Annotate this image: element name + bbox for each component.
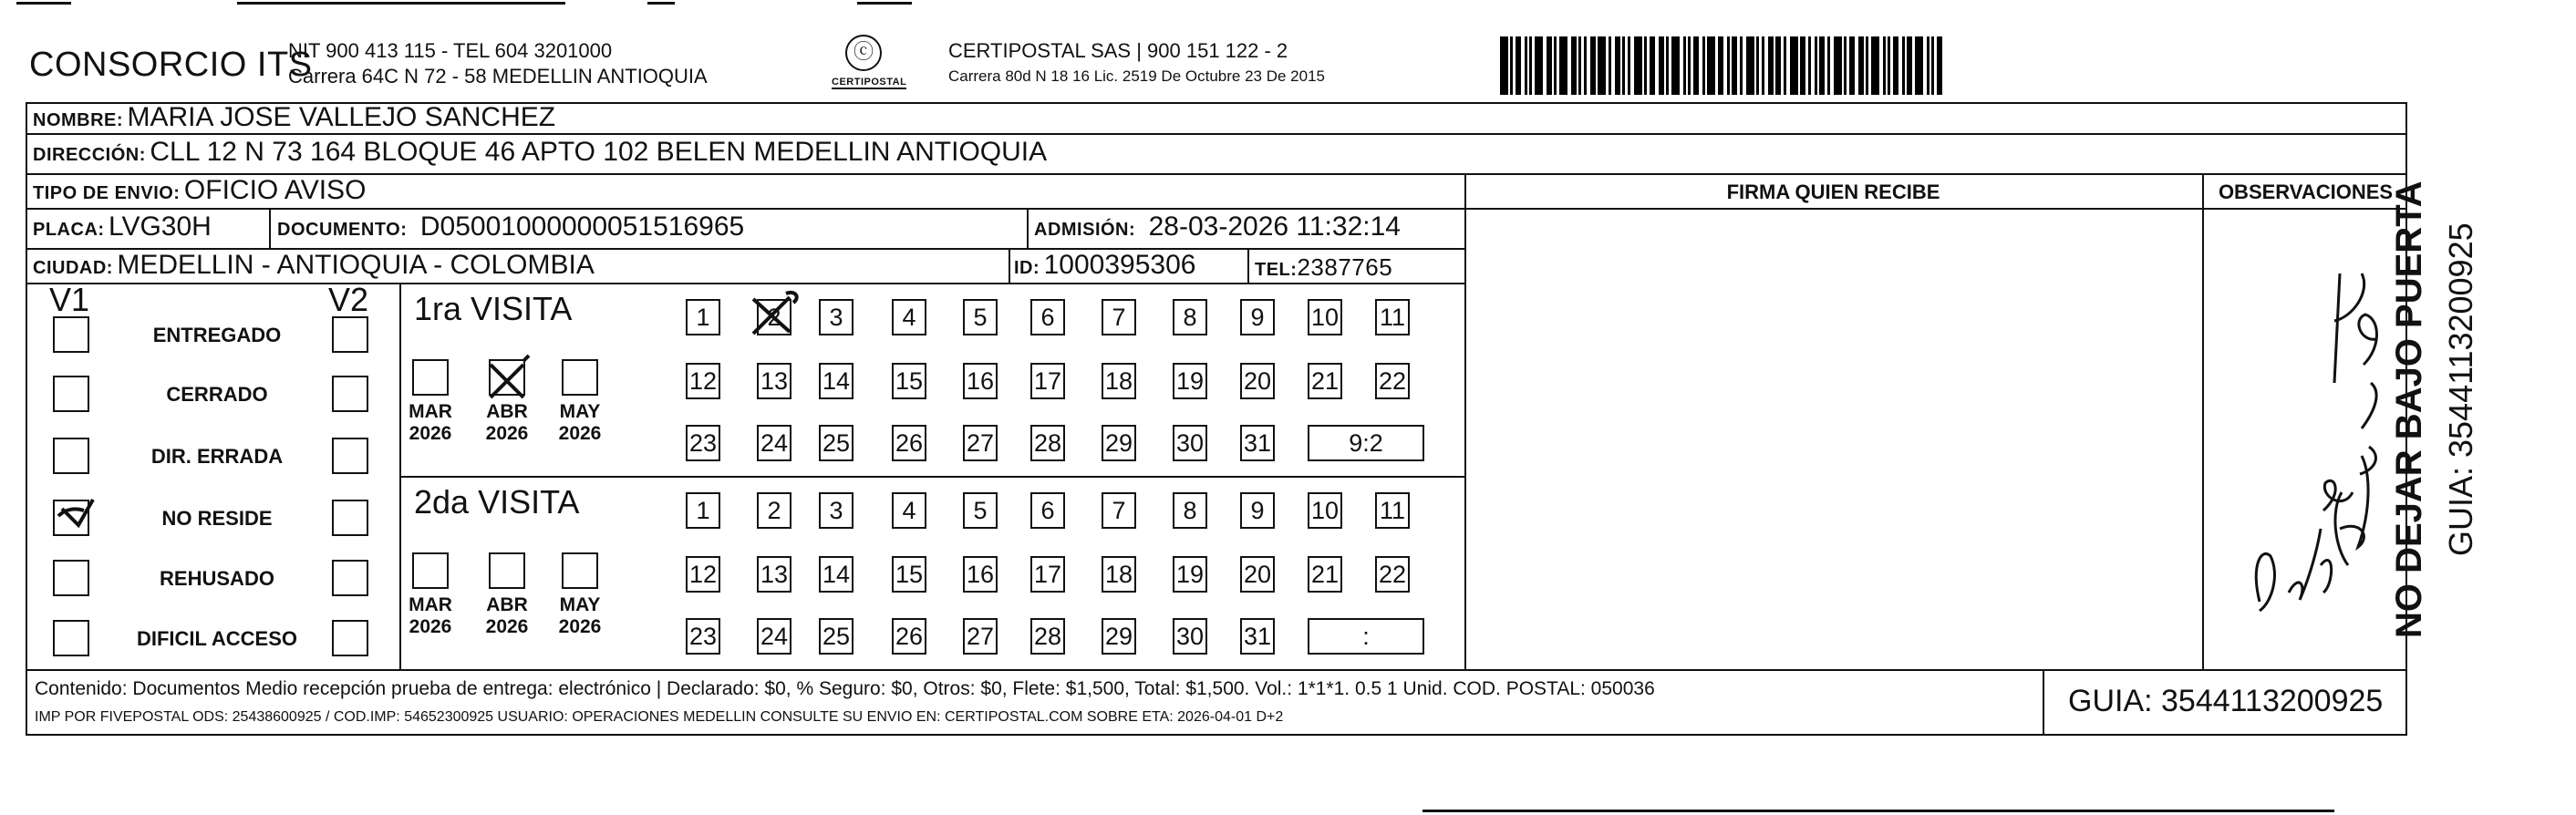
time-field[interactable]: 9:2 xyxy=(1308,425,1424,461)
logo-word: CERTIPOSTAL xyxy=(832,77,907,88)
day-box[interactable]: 20 xyxy=(1240,556,1275,593)
day-box[interactable]: 18 xyxy=(1102,556,1136,593)
month-year: 2026 xyxy=(558,616,602,637)
tel-label: TEL: xyxy=(1255,260,1298,280)
month-year: 2026 xyxy=(409,423,452,444)
status-label: CERRADO xyxy=(166,383,268,406)
month-year: 2026 xyxy=(485,616,529,637)
day-box[interactable]: 27 xyxy=(963,618,998,655)
month-name: ABR xyxy=(486,401,528,422)
day-box[interactable]: 17 xyxy=(1030,363,1065,399)
month-name: MAR xyxy=(409,401,452,422)
month-name: MAY xyxy=(559,594,601,615)
id-value: 1000395306 xyxy=(1043,250,1196,280)
day-box[interactable]: 12 xyxy=(686,556,720,593)
status-label: NO RESIDE xyxy=(161,507,273,530)
tipo-label: TIPO DE ENVIO: xyxy=(33,183,181,203)
day-box[interactable]: 30 xyxy=(1173,425,1207,461)
day-box[interactable]: 7 xyxy=(1102,492,1136,529)
day-box[interactable]: 30 xyxy=(1173,618,1207,655)
day-box[interactable]: 6 xyxy=(1030,299,1065,335)
day-box[interactable]: 20 xyxy=(1240,363,1275,399)
side-guia: GUIA: 3544113200925 xyxy=(2442,222,2479,556)
scan-edge-line xyxy=(1422,810,2334,812)
v1-header: V1 xyxy=(49,281,90,318)
day-box[interactable]: 29 xyxy=(1102,618,1136,655)
day-box[interactable]: 23 xyxy=(686,618,720,655)
visit-title: 1ra VISITA xyxy=(414,290,573,327)
day-box[interactable]: 25 xyxy=(819,618,853,655)
day-box[interactable]: 29 xyxy=(1102,425,1136,461)
day-box[interactable]: 3 xyxy=(819,492,853,529)
month-year: 2026 xyxy=(558,423,602,444)
day-box[interactable]: 18 xyxy=(1102,363,1136,399)
day-box[interactable]: 2 xyxy=(757,299,791,335)
admision-value: 28-03-2026 11:32:14 xyxy=(1148,211,1401,242)
day-box[interactable]: 15 xyxy=(892,556,926,593)
day-box[interactable]: 19 xyxy=(1173,556,1207,593)
day-box[interactable]: 26 xyxy=(892,425,926,461)
day-box[interactable]: 24 xyxy=(757,618,791,655)
day-box[interactable]: 12 xyxy=(686,363,720,399)
status-label: ENTREGADO xyxy=(152,324,282,346)
day-box[interactable]: 26 xyxy=(892,618,926,655)
day-box[interactable]: 11 xyxy=(1375,299,1410,335)
company-name: CONSORCIO ITS xyxy=(29,46,313,84)
day-box[interactable]: 1 xyxy=(686,299,720,335)
day-box[interactable]: 8 xyxy=(1173,299,1207,335)
day-box[interactable]: 24 xyxy=(757,425,791,461)
day-box[interactable]: 4 xyxy=(892,299,926,335)
no-dejar-notice: NO DEJAR BAJO PUERTA xyxy=(2389,181,2429,638)
day-box[interactable]: 10 xyxy=(1308,492,1342,529)
tipo-value: OFICIO AVISO xyxy=(183,175,367,205)
day-box[interactable]: 16 xyxy=(963,556,998,593)
time-field[interactable]: : xyxy=(1308,618,1424,655)
direccion-value: CLL 12 N 73 164 BLOQUE 46 APTO 102 BELEN MEDELLIN ANTIOQUIA xyxy=(150,137,1048,167)
day-box[interactable]: 3 xyxy=(819,299,853,335)
day-box[interactable]: 13 xyxy=(757,363,791,399)
ciudad-value: MEDELLIN - ANTIOQUIA - COLOMBIA xyxy=(117,250,595,280)
status-label: DIR. ERRADA xyxy=(150,445,284,468)
day-box[interactable]: 17 xyxy=(1030,556,1065,593)
guia-number: GUIA: 3544113200925 xyxy=(2068,684,2384,718)
direccion-label: DIRECCIÓN: xyxy=(33,145,146,165)
logo-mark-icon: ⓒ xyxy=(845,35,882,71)
day-box[interactable]: 16 xyxy=(963,363,998,399)
day-box[interactable]: 21 xyxy=(1308,556,1342,593)
day-box[interactable]: 10 xyxy=(1308,299,1342,335)
day-box[interactable]: 4 xyxy=(892,492,926,529)
day-box[interactable]: 31 xyxy=(1240,425,1275,461)
id-label: ID: xyxy=(1014,258,1040,278)
day-box[interactable]: 21 xyxy=(1308,363,1342,399)
day-box[interactable]: 23 xyxy=(686,425,720,461)
carrier-license: Carrera 80d N 18 16 Lic. 2519 De Octubre 23 De 2015 xyxy=(948,67,1325,85)
day-box[interactable]: 5 xyxy=(963,492,998,529)
visit-title: 2da VISITA xyxy=(414,483,580,521)
day-box[interactable]: 9 xyxy=(1240,299,1275,335)
day-box[interactable]: 28 xyxy=(1030,425,1065,461)
month-name: ABR xyxy=(486,594,528,615)
ciudad-label: CIUDAD: xyxy=(33,258,113,278)
nombre-label: NOMBRE: xyxy=(33,110,124,130)
day-box[interactable]: 1 xyxy=(686,492,720,529)
day-box[interactable]: 15 xyxy=(892,363,926,399)
day-box[interactable]: 2 xyxy=(757,492,791,529)
documento-label: DOCUMENTO: xyxy=(277,220,408,240)
tel-value: 2387765 xyxy=(1297,253,1393,281)
status-label: REHUSADO xyxy=(160,567,274,590)
status-label: DIFICIL ACCESO xyxy=(136,627,297,650)
day-box[interactable]: 14 xyxy=(819,556,853,593)
day-box[interactable]: 7 xyxy=(1102,299,1136,335)
month-year: 2026 xyxy=(409,616,452,637)
carrier-line: CERTIPOSTAL SAS | 900 151 122 - 2 xyxy=(948,39,1288,62)
day-box[interactable]: 5 xyxy=(963,299,998,335)
day-box[interactable]: 14 xyxy=(819,363,853,399)
address-line: Carrera 64C N 72 - 58 MEDELLIN ANTIOQUIA xyxy=(288,65,708,88)
month-year: 2026 xyxy=(485,423,529,444)
day-box[interactable]: 27 xyxy=(963,425,998,461)
month-name: MAR xyxy=(409,594,452,615)
print-info: IMP POR FIVEPOSTAL ODS: 25438600925 / COD.IMP: 54652300925 USUARIO: OPERACIONES MEDELLIN CONSULTE SU ENVIO EN: CERTIPOSTAL.COM SOBRE ETA: 2026-04-01 D+2 xyxy=(35,709,1284,725)
day-box[interactable]: 9 xyxy=(1240,492,1275,529)
documento-value: D05001000000051516965 xyxy=(419,211,745,242)
day-box[interactable]: 19 xyxy=(1173,363,1207,399)
month-name: MAY xyxy=(559,401,601,422)
day-box[interactable]: 31 xyxy=(1240,618,1275,655)
day-box[interactable]: 22 xyxy=(1375,363,1410,399)
day-box[interactable]: 22 xyxy=(1375,556,1410,593)
content-summary: Contenido: Documentos Medio recepción prueba de entrega: electrónico | Declarado: $0, % Seguro: $0, Otros: $0, Flete: $1,500, Total: $1,500. Vol.: 1*1*1. 0.5 1 Unid. COD. POSTAL: 050036 xyxy=(35,678,1655,699)
day-box[interactable]: 11 xyxy=(1375,492,1410,529)
v2-header: V2 xyxy=(328,281,369,318)
nit-line: NIT 900 413 115 - TEL 604 3201000 xyxy=(288,39,613,62)
day-box[interactable]: 13 xyxy=(757,556,791,593)
day-box[interactable]: 28 xyxy=(1030,618,1065,655)
day-box[interactable]: 8 xyxy=(1173,492,1207,529)
day-box[interactable]: 6 xyxy=(1030,492,1065,529)
admision-label: ADMISIÓN: xyxy=(1034,220,1136,240)
firma-header: FIRMA QUIEN RECIBE xyxy=(1726,181,1940,203)
placa-value: LVG30H xyxy=(109,211,212,242)
observaciones-header: OBSERVACIONES xyxy=(2218,181,2394,203)
placa-label: PLACA: xyxy=(33,220,105,240)
nombre-value: MARIA JOSE VALLEJO SANCHEZ xyxy=(127,102,556,132)
day-box[interactable]: 25 xyxy=(819,425,853,461)
